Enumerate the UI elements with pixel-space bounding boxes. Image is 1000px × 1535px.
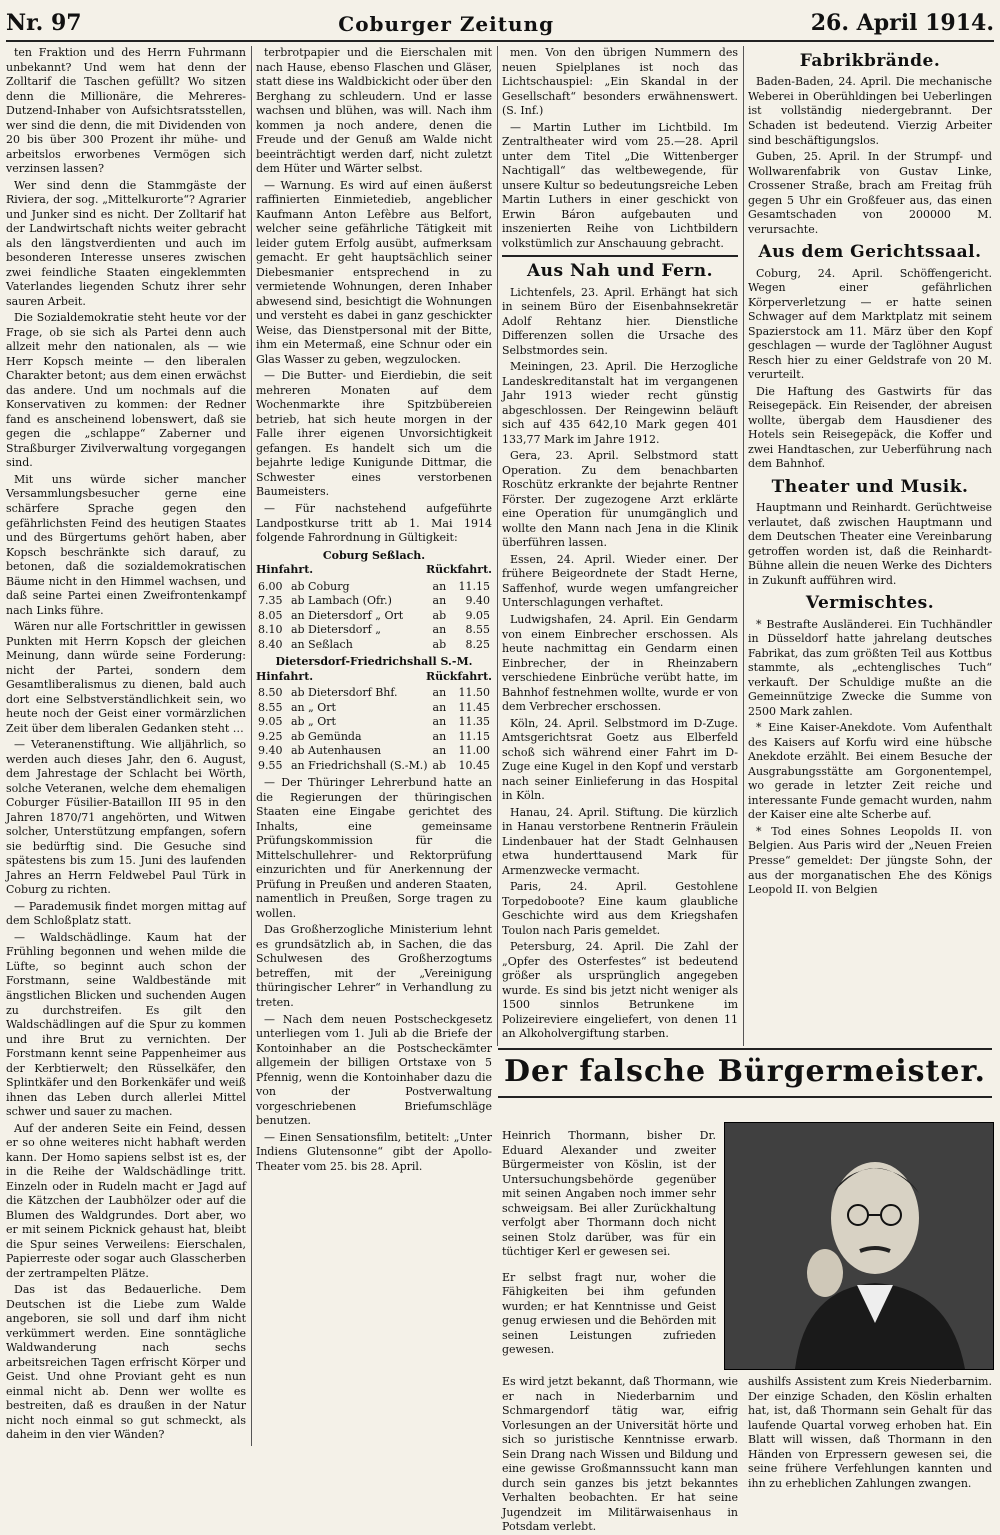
- timetable-title: Dietersdorf-Friedrichshall S.-M.: [275, 655, 473, 669]
- column-2-body: [256, 46, 492, 546]
- timetable-cell: ab Gemünda: [290, 729, 362, 743]
- timetable-row: [256, 609, 492, 624]
- section-paragraph: Coburg, 24. April. Schöffengericht. Wegen einer gefährlichen Körperverletzung — er hatte seinen Schwager auf dem Marktplatz mit seinem Spazierstock am 11. März über den Kopf geschlagen — wurde der Taglöhner August Resch hier zu einer Geldstrafe von 20 M. verurteilt.: [748, 266, 992, 382]
- timetable-row: [256, 730, 492, 745]
- timetable-row: [256, 638, 492, 653]
- news-item: Lichtenfels, 23. April. Erhängt hat sich in seinem Büro der Eisenbahnsekretär Adolf Rehtanz hier. Dienstliche Differenzen sollen die Ursache des Selbstmordes sein.: [502, 285, 738, 357]
- article-paragraph: — Waldschädlinge. Kaum hat der Frühling begonnen und wehen milde die Lüfte, so beginnt auch schon der Forstmann, seine Waldbestände mit ängstlichen Blicken und suchenden Augen zu durchstreifen. Es gilt den Waldschädlingen auf die Spur zu kommen und ihre Brut zu vernichten. Der Forstmann kennt seine Pappenheimer aus der Kerbtierwelt; den Rüsselkäfer, den Splintkäfer und den Borkenkäfer und weiß ihnen das Leben durch allerlei Mittel schwer und sauer zu machen.: [6, 930, 246, 1119]
- feature-paragraph: Heinrich Thormann, bisher Dr. Eduard Alexander und zweiter Bürgermeister von Köslin, ist der Untersuchungsbehörde gegenüber mit seinen Angaben noch immer sehr schweigsam. Bei aller Zurückhaltung verfolgt aber Thormann doch nicht seinen Stolz darüber, was für ein tüchtiger Kerl er gewesen sei.: [502, 1129, 716, 1259]
- article-paragraph: — Einen Sensationsfilm, betitelt: „Unter Indiens Glutensonne“ gibt der Apollo-Theater vom 25. bis 28. April.: [256, 1130, 492, 1173]
- timetable-cell: ab „ Ort: [290, 715, 336, 729]
- timetable-cell: an: [432, 729, 447, 743]
- timetable-cell: ab: [432, 758, 447, 772]
- timetable-cell: 8.50: [258, 686, 283, 700]
- timetable-cell: an: [432, 623, 447, 637]
- timetable-cell: 9.05: [258, 715, 283, 729]
- timetable-cell: 6.00: [258, 579, 283, 593]
- timetable-cell: ab Dietersdorf „: [290, 623, 381, 637]
- article-paragraph: — Warnung. Es wird auf einen äußerst raffinierten Einmietedieb, angeblicher Kaufmann Anton Lefèbre aus Belfort, welcher seine gefährliche Tätigkeit mit leider gutem Erfolg ausübt, aufmerksam gemacht. Er geht hauptsächlich seiner Diebesmanier entsprechend in zu vermietende Wohnungen, deren Inhaber abwesend sind, besichtigt die Wohnungen und versteht es dabei in ganz geschickter Weise, das Dienstpersonal mit der Bitte, ihm ein Metermaß, eine Schnur oder ein Glas Wasser zu geben, wegzulocken.: [256, 178, 492, 366]
- timetable-cell: an: [432, 700, 447, 714]
- news-item: Hanau, 24. April. Stiftung. Die kürzlich in Hanau verstorbene Rentnerin Fräulein Lindenbauer hat der Stadt Gelnhausen etwa hunderttausend Mark für Armenzwecke vermacht.: [502, 805, 738, 877]
- section-title: Theater und Musik.: [771, 476, 969, 497]
- column-2: [256, 46, 492, 1446]
- column-3: [502, 46, 738, 1044]
- timetable-cell: 9.40: [465, 594, 490, 608]
- timetable-cell: an Friedrichshall (S.-M.): [290, 758, 428, 772]
- timetable-right-header: Rückfahrt.: [425, 669, 492, 683]
- column-2-body-continued: [256, 776, 492, 1174]
- timetable-cell: an: [432, 594, 447, 608]
- timetable-cell: an Seßlach: [290, 637, 353, 651]
- portrait-photo: [724, 1122, 994, 1370]
- feature-bottom-left: [502, 1375, 738, 1534]
- section-title: Vermischtes.: [805, 593, 935, 614]
- news-item: Petersburg, 24. April. Die Zahl der „Opfer des Osterfestes“ ist bedeutend größer als ursprünglich angegeben wurde. Es sind bis jetzt nicht weniger als 1500 sinnlos Betrunkene im Polizeireviere eingeliefert, von denen 11 an Alkoholvergiftung starben.: [502, 940, 738, 1041]
- article-paragraph: men. Von den übrigen Nummern des neuen Spielplanes ist noch das Lichtschauspiel: „Ein Skandal in der Gesellschaft“ besonders erwähnenswert. (S. Inf.): [502, 46, 738, 118]
- timetable-cell: 9.40: [258, 744, 283, 758]
- feature-headline-rule: [498, 1096, 992, 1098]
- section-title: Fabrikbrände.: [799, 51, 941, 71]
- news-item: Gera, 23. April. Selbstmord statt Operation. Zu dem benachbarten Roschütz erkrankte der bejahrte Rentner Förster. Der zugezogene Arzt erklärte eine Operation für unumgänglich und wollte den Mann nach Jena in die Klinik überführen lassen.: [502, 449, 738, 550]
- timetable-cell: 9.05: [465, 608, 490, 622]
- timetable-coburg-sesslach: [256, 549, 492, 653]
- article-paragraph: — Der Thüringer Lehrerbund hatte an die Regierungen der thüringischen Staaten eine Eingabe gerichtet des Inhalts, eine gemeinsame Prüfungskommission für die Mittelschullehrer- und Rektorprüfung einzurichten und für Anerkennung der Prüfung in Preußen und anderen Staaten, namentlich in Preußen, Sorge tragen zu wollen.: [256, 776, 492, 920]
- timetable-cell: ab Autenhausen: [290, 744, 382, 758]
- section-paragraph: Hauptmann und Reinhardt. Gerüchtweise verlautet, daß zwischen Hauptmann und dem Deutschen Theater eine Vereinbarung getroffen worden ist, daß die Reinhardt-Bühne allein die neuen Werke des Dichters in Zukunft aufführen wird.: [748, 501, 992, 587]
- column-divider: [497, 46, 498, 1046]
- column-1: [6, 46, 246, 1446]
- article-paragraph: ten Fraktion und des Herrn Fuhrmann unbekannt? Und wem hat denn der Zolltarif die Taschen gefüllt? Wo sitzen denn die Millionäre, die Mehreres-Dutzend-Inhaber von Aufsichtsratsstellen, wer sind die denn, die mit Dividenden von 20 bis über 300 Prozent ihr mühe- und arbeitslos erworbenes Vermögen sich verzinsen lassen?: [6, 46, 246, 176]
- news-item: Essen, 24. April. Wieder einer. Der frühere Beigeordnete der Stadt Herne, Saffenhof, wurde wegen umfangreicher Unterschlagungen verhaftet.: [502, 552, 738, 610]
- timetable-row: [256, 744, 492, 759]
- timetable-cell: 11.15: [458, 579, 490, 593]
- timetable-cell: 9.55: [258, 758, 283, 772]
- news-list: [502, 286, 738, 1042]
- feature-top-rule: [498, 1048, 992, 1050]
- feature-left-text: [502, 1129, 716, 1358]
- timetable-cell: 8.10: [258, 623, 283, 637]
- newspaper-title: Coburger Zeitung: [338, 12, 555, 36]
- header-rule: [6, 40, 994, 42]
- column-divider: [743, 46, 744, 1046]
- timetable-row: [256, 580, 492, 595]
- timetable-cell: ab Lambach (Ofr.): [290, 594, 392, 608]
- news-item: Köln, 24. April. Selbstmord im D-Zuge. Amtsgerichtsrat Goetz aus Elberfeld schoß sich während einer Fahrt im D-Zuge eine Kugel in den Kopf und verstarb nach seiner Einlieferung in das Hospital in Köln.: [502, 716, 738, 803]
- timetable-cell: an „ Ort: [290, 700, 336, 714]
- feature-paragraph: Er selbst fragt nur, woher die Fähigkeiten bei ihm gefunden wurden; er hat Kenntnisse und Geist genug erwiesen und die Behörden mit seinen Leistungen zufrieden gewesen.: [502, 1270, 716, 1357]
- section-paragraph: Die Haftung des Gastwirts für das Reisegepäck. Ein Reisender, der abreisen wollte, übergab dem Hausdiener des Hotels sein Reisegepäck, die Koffer und zwei Handtaschen, zur Ueberführung nach dem Bahnhof.: [748, 384, 992, 471]
- timetable-cell: 7.35: [258, 594, 283, 608]
- section-paragraph: Baden-Baden, 24. April. Die mechanische Weberei in Oberühldingen bei Ueberlingen ist vollständig niedergebrannt. Der Schaden ist bedeutend. Vierzig Arbeiter sind beschäftigungslos.: [748, 75, 992, 147]
- article-paragraph: Wer sind denn die Stammgäste der Riviera, der sog. „Mittelkurorte“? Agrarier und Junker sind es nicht. Der Zolltarif hat der Landwirtschaft nichts weiter gebracht als den längstverdienten und auch im besonderen Interesse unseres zwischen zwei feindliche Staaten eingeklemmten Vaterlandes liegenden Schutz ihrer sehr sauren Arbeit.: [6, 178, 246, 308]
- article-paragraph: — Martin Luther im Lichtbild. Im Zentraltheater wird vom 25.—28. April unter dem Titel „Die Wittenberger Nachtigall“ das weltbewegende, für unsere Kultur so bedeutungsreiche Leben Martin Luthers in einer geschickt von Erwin Báron aufgebauten und inszenierten Reihe von Lichtbildern volkstümlich zur Anschauung gebracht.: [502, 120, 738, 250]
- timetable-row: [256, 686, 492, 701]
- section-paragraph: * Bestrafte Ausländerei. Ein Tuchhändler in Düsseldorf hatte jahrelang deutsches Fabrikat, das zum größten Teil aus Kottbus stammte, als „echtenglisches Tuch“ verkauft. Der Schuldige mußte an die Gemeinnützige Zwecke die Summe von 2500 Mark zahlen.: [748, 617, 992, 718]
- timetable-cell: 11.35: [458, 715, 490, 729]
- column-3-body: [502, 46, 738, 251]
- timetable-cell: 11.45: [458, 700, 490, 714]
- article-paragraph: Die Sozialdemokratie steht heute vor der Frage, ob sie sich als Partei denn auch allzeit mehr den nationalen, als — wie Herr Kopsch meinte — den liberalen Charakter betont; aus dem einen erwächst das andere. Und um nochmals auf die Konservativen zu kommen: der Redner fand es anscheinend lobenswert, daß sie gegen die „schlappe“ Zaberner und Straßburger Zivilverwaltung vorgegangen sind.: [6, 311, 246, 470]
- issue-date: 26. April 1914.: [810, 10, 994, 36]
- feature-left-column: [502, 1118, 716, 1370]
- timetable-row: [256, 594, 492, 609]
- timetable-row: [256, 701, 492, 716]
- column-4: [748, 46, 992, 1044]
- article-paragraph: — Nach dem neuen Postscheckgesetz unterliegen vom 1. Juli ab die Briefe der Kontoinhaber an die Postscheckämter allgemein der billigen Ortstaxe von 5 Pfennig, wenn die Kontoinhaber dazu die von der Postverwaltung vorgeschriebenen Briefumschläge benutzen.: [256, 1012, 492, 1128]
- timetable-right-header: Rückfahrt.: [425, 563, 492, 577]
- column-1-body: [6, 46, 246, 1443]
- article-paragraph: Das ist das Bedauerliche. Dem Deutschen ist die Liebe zum Walde angeboren, sie soll und darf ihm nicht verkümmert werden. Eine sonntägliche Waldwanderung nach sechs arbeitsreichen Tagen erfrischt Körper und Geist. Und ohne Proviant geht es nun einmal nicht ab. Denn wer wollte es bestreiten, daß es draußen in der Natur nicht noch einmal so gut schmeckt, als daheim in den vier Wänden?: [6, 1283, 246, 1442]
- timetable-table: [256, 580, 492, 653]
- feature-bottom-left-text: Es wird jetzt bekannt, daß Thormann, wie er nach in Niederbarnim und Schmargendorf tätig war, eifrig Vorlesungen an der Universität hörte und sich so juristische Kenntnisse erwarb. Sein Drang nach Wissen und Bildung und eine gewisse Großmannssucht kann man durch sein ganzes bis jetzt bekanntes Verhalten beobachten. Er hat seine Jugendzeit im Militärwaisenhaus in Potsdam verlebt.: [502, 1375, 738, 1534]
- timetable-cell: 11.50: [458, 686, 490, 700]
- timetable-cell: 8.40: [258, 637, 283, 651]
- timetable-table: [256, 686, 492, 773]
- portrait-image: [725, 1123, 993, 1369]
- timetable-cell: an: [432, 715, 447, 729]
- news-item: Paris, 24. April. Gestohlene Torpedoboote? Eine kaum glaubliche Geschichte wird aus dem Kriegshafen Toulon nach Paris gemeldet.: [502, 880, 738, 937]
- timetable-row: [256, 623, 492, 638]
- timetable-cell: ab: [432, 637, 447, 651]
- timetable-cell: ab Coburg: [290, 579, 350, 593]
- timetable-cell: 11.15: [458, 729, 490, 743]
- article-paragraph: Wären nur alle Fortschrittler in gewissen Punkten mit Herrn Kopsch der gleichen Meinung, dann würde seine Forderung: nicht der Partei, sondern dem Gesamtliberalismus zu dienen, bald auch dort eine Selbstverständlichkeit sein, wo heute noch der Geist einer vormärzlichen Zeit über dem liberalen Gedanken steht …: [6, 620, 246, 735]
- feature-bottom-right-text: aushilfs Assistent zum Kreis Niederbarnim. Der einzige Schaden, den Köslin erhalten hat, ist, daß Thormann sein Gehalt für das laufende Quartal vorweg erhoben hat. Ein Blatt will wissen, daß Thormann in den Händen von Erpressern gewesen sei, die seine frühere Verfehlungen kannten und ihn zu erheblichen Zahlungen zwangen.: [748, 1375, 992, 1490]
- timetable-cell: 8.25: [465, 637, 490, 651]
- issue-number: Nr. 97: [6, 10, 82, 36]
- timetable-cell: 10.45: [458, 758, 490, 772]
- timetable-cell: 11.00: [458, 744, 490, 758]
- article-paragraph: — Die Butter- und Eierdiebin, die seit mehreren Monaten auf dem Wochenmarkte ihre Spitzbübereien betrieb, hat sich heute morgen in der Falle ihrer eigenen Unvorsichtigkeit gefangen. Es handelt sich um die bejahrte ledige Kunigunde Dittmar, die Schwester eines verstorbenen Baumeisters.: [256, 369, 492, 499]
- timetable-title: Coburg Seßlach.: [322, 548, 426, 562]
- timetable-dietersdorf-friedrichshall: [256, 655, 492, 773]
- timetable-cell: 9.25: [258, 729, 283, 743]
- article-paragraph: terbrotpapier und die Eierschalen mit nach Hause, ebenso Flaschen und Gläser, statt diese ins Waldbickicht oder über den Berghang zu schleudern. Und er lasse wachsen und blühen, was will. Nach ihm kommen ja noch andere, denen die Freude und der Genuß am Walde nicht beeinträchtigt werden darf, nicht zuletzt dem Hüter und Wärter selbst.: [256, 46, 492, 176]
- section-paragraph: Guben, 25. April. In der Strumpf- und Wollwarenfabrik von Gustav Linke, Crossener Straße, brach am Freitag früh gegen 5 Uhr ein Großfeuer aus, das einen Gesamtschaden von 200000 M. verursachte.: [748, 150, 992, 236]
- section-paragraph: * Eine Kaiser-Anekdote. Vom Aufenthalt des Kaisers auf Korfu wird eine hübsche Anekdote erzählt. Bei einem Besuche der Ausgrabungsstätte am Gorgonentempel, wo gerade in letzter Zeit reiche und interessante Funde gemacht wurden, nahm der Kaiser eine alte Scherbe auf.: [748, 721, 992, 822]
- timetable-cell: 8.05: [258, 608, 283, 622]
- feature-headline: Der falsche Bürgermeister.: [504, 1054, 986, 1089]
- column-divider: [251, 46, 252, 1446]
- timetable-cell: an: [432, 744, 447, 758]
- article-paragraph: Auf der anderen Seite ein Feind, dessen er so ohne weiteres nicht habhaft werden kann. Der Homo sapiens selbst ist es, der in die Reihe der Waldschädlinge tritt. Einzeln oder in Rudeln macht er Jagd auf die Kätzchen der Laubhölzer oder auf die Blumen des Waldgrundes. Dort aber, wo er mit seinem Picknick gehaust hat, bleibt die Spur seines Verweilens: Eierschalen, Papierreste oder sogar auch Glasscherben der zertrampelten Plätze.: [6, 1121, 246, 1280]
- timetable-row: [256, 759, 492, 774]
- news-item: Ludwigshafen, 24. April. Ein Gendarm von einem Einbrecher erschossen. Als heute nachmittag ein Gendarm einen Einbrecher, der in Rheinzabern verschiedene Einbrüche verübt hatte, im Bahnhof festnehmen wollte, wurde er von dem Verbrecher erschossen.: [502, 613, 738, 714]
- timetable-cell: an Dietersdorf „ Ort: [290, 608, 404, 622]
- timetable-cell: an: [432, 579, 447, 593]
- article-paragraph: Mit uns würde sicher mancher Versammlungsbesucher gerne eine schärfere Sprache gegen den gefährlichsten Feind des heutigen Staates und des Bürgertums gehört haben, aber Kopsch beschränkte sich darauf, zu betonen, daß die sozialdemokratischen Bäume nicht in den Himmel wachsen, und daß seine Partei einen Zweifrontenkampf nach Links führe.: [6, 472, 246, 617]
- timetable-cell: ab: [432, 608, 447, 622]
- timetable-row: [256, 715, 492, 730]
- article-paragraph: — Für nachstehend aufgeführte Landpostkurse tritt ab 1. Mai 1914 folgende Fahrordnung in Gültigkeit:: [256, 501, 492, 545]
- column-4-body: [748, 50, 992, 898]
- timetable-cell: 8.55: [258, 700, 283, 714]
- timetable-cell: ab Dietersdorf Bhf.: [290, 686, 398, 700]
- masthead: [6, 6, 994, 36]
- timetable-cell: an: [432, 686, 447, 700]
- article-paragraph: — Veteranenstiftung. Wie alljährlich, so werden auch dieses Jahr, den 6. August, dem Jahrestage der Schlacht bei Wörth, solche Veteranen, welche dem ehemaligen Coburger Füsilier-Bataillon III 95 in den Jahren 1870/71 angehörten, und Witwen solcher, Unterstützung empfangen, sofern sie bedürftig sind. Die Gesuche sind spätestens bis zum 15. Juni des laufenden Jahres an Herrn Feldwebel Paul Türk in Coburg zu richten.: [6, 738, 246, 897]
- section-title: Aus dem Gerichtssaal.: [758, 242, 982, 263]
- timetable-cell: 8.55: [465, 623, 490, 637]
- news-item: Meiningen, 23. April. Die Herzogliche Landeskreditanstalt hat im vergangenen Jahr 1913 wieder recht günstig abgeschlossen. Der Reingewinn beläuft sich auf 435 642,10 Mark gegen 401 133,77 Mark im Jahre 1912.: [502, 360, 738, 446]
- timetable-left-header: Hinfahrt.: [256, 563, 314, 577]
- feature-bottom-right: [748, 1375, 992, 1490]
- article-paragraph: — Parademusik findet morgen mittag auf dem Schloßplatz statt.: [6, 899, 246, 928]
- article-paragraph: Das Großherzogliche Ministerium lehnt es grundsätzlich ab, in Sachen, die das Schulwesen des Großherzogtums betreffen, mit der „Vereinigung thüringischer Lehrer“ in Verhandlung zu treten.: [256, 923, 492, 1009]
- timetable-left-header: Hinfahrt.: [256, 669, 314, 683]
- section-title-aus-nah-und-fern: Aus Nah und Fern.: [502, 255, 738, 282]
- section-paragraph: * Tod eines Sohnes Leopolds II. von Belgien. Aus Paris wird der „Neuen Freien Presse“ gemeldet: Der jüngste Sohn, der aus der morganatischen Ehe des Königs Leopold II. von Belgien: [748, 824, 992, 897]
